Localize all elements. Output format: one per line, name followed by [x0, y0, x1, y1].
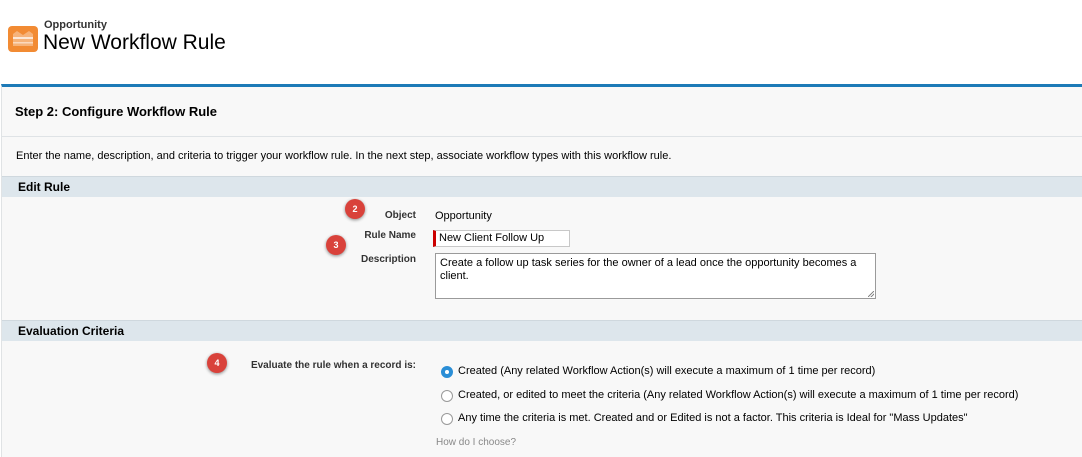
radio-any-time-label[interactable]: Any time the criteria is met. Created and or Edited is not a factor. This criteria is Ideal for "Mass Updates"	[458, 412, 968, 424]
section-title: Edit Rule	[18, 180, 71, 194]
description-label: Description	[360, 254, 416, 265]
section-title: Evaluation Criteria	[18, 324, 125, 338]
radio-any-time[interactable]	[441, 413, 453, 425]
object-value: Opportunity	[435, 210, 492, 222]
radio-created-or-edited-label[interactable]: Created, or edited to meet the criteria (Any related Workflow Action(s) will execute a maximum of 1 time per record)	[458, 389, 1019, 401]
radio-created-or-edited[interactable]	[441, 390, 453, 402]
opportunity-crown-icon	[8, 26, 38, 57]
page-title: New Workflow Rule	[43, 31, 226, 54]
divider	[2, 136, 1082, 137]
page-header	[0, 0, 1082, 84]
description-text: Create a follow up task series for the owner of a lead once the opportunity becomes a client.	[440, 257, 857, 282]
resize-handle-icon[interactable]	[868, 291, 874, 297]
step-badge: 2	[345, 199, 365, 219]
object-label: Object	[384, 210, 416, 221]
edit-rule-section-header	[2, 176, 1082, 197]
workflow-rule-panel	[1, 84, 1082, 457]
object-type-label: Opportunity	[44, 19, 107, 31]
rule-name-input[interactable]: New Client Follow Up	[433, 230, 570, 247]
step-badge: 4	[207, 353, 227, 373]
evaluation-criteria-section-header	[2, 320, 1082, 341]
evaluate-rule-label: Evaluate the rule when a record is:	[250, 360, 416, 371]
radio-created-label[interactable]: Created (Any related Workflow Action(s) will execute a maximum of 1 time per record)	[458, 365, 876, 377]
rule-name-label: Rule Name	[364, 230, 416, 241]
step-intro-text: Enter the name, description, and criteria to trigger your workflow rule. In the next step, associate workflow types with this workflow rule.	[16, 150, 672, 162]
step-badge: 3	[326, 235, 346, 255]
description-textarea[interactable]	[435, 253, 876, 299]
step-title: Step 2: Configure Workflow Rule	[15, 104, 217, 119]
radio-created[interactable]	[441, 366, 453, 378]
how-do-i-choose-link[interactable]: How do I choose?	[436, 437, 517, 448]
